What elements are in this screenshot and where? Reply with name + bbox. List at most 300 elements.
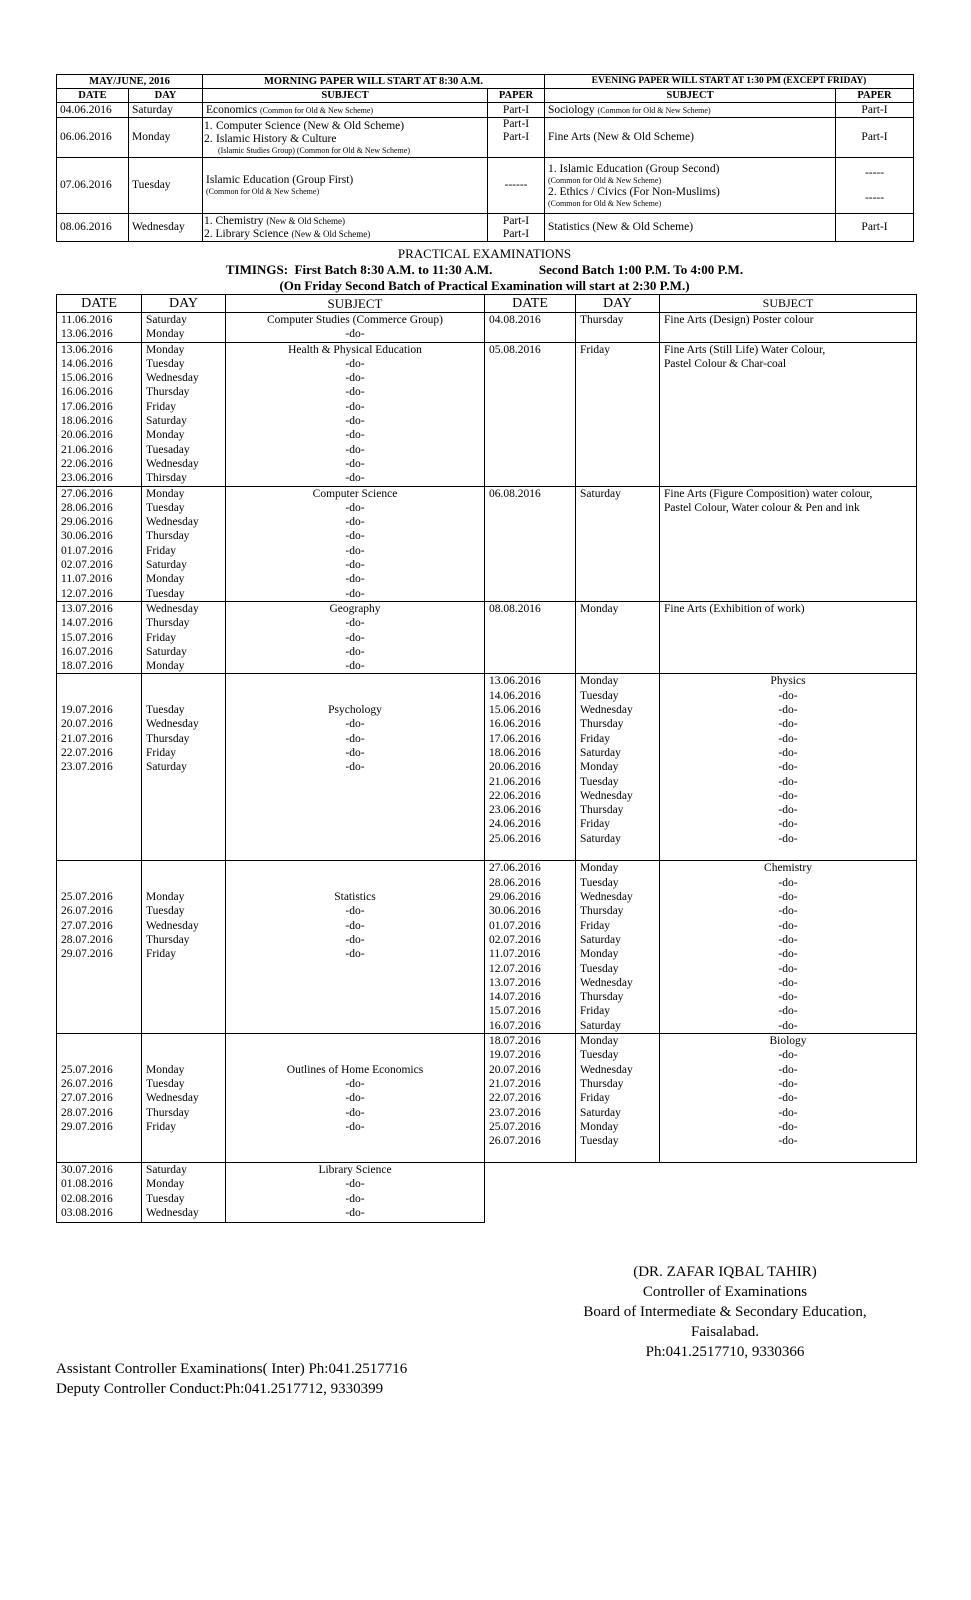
evening-start-label: EVENING PAPER WILL START AT 1:30 PM (EXCEPT FRIDAY)	[545, 75, 914, 89]
practical-subject-line: -do-	[345, 386, 365, 399]
subject-note: (New & Old Scheme)	[266, 215, 346, 226]
practical-date-line: 14.06.2016	[61, 357, 113, 370]
practical-subject-line: -do-	[345, 1106, 365, 1119]
practical-date-line: 01.07.2016	[61, 544, 113, 557]
practical-subject-line: -do-	[345, 746, 365, 759]
morning-subject	[203, 103, 488, 118]
practical-day-line: Saturday	[580, 933, 621, 946]
morning-subject	[203, 214, 488, 242]
practical-subject-line: -do-	[345, 1192, 365, 1205]
practical-subject-line: -do-	[778, 948, 798, 961]
practical-date	[485, 486, 576, 601]
practical-subject-line: -do-	[345, 357, 365, 370]
practical-date	[57, 342, 142, 486]
practical-date	[485, 1034, 576, 1163]
morning-paper: Part-I	[488, 103, 545, 118]
practical-date-line: 28.06.2016	[61, 501, 113, 514]
subject-note: (Common for Old & New Scheme)	[260, 105, 374, 115]
controller-name: (DR. ZAFAR IQBAL TAHIR)	[633, 1264, 817, 1280]
practical-date-line: 23.07.2016	[489, 1106, 541, 1119]
practical-subject	[226, 601, 485, 673]
practical-day-line: Saturday	[580, 1019, 621, 1032]
practical-day-line: Monday	[146, 1178, 185, 1191]
practical-date-line: 08.08.2016	[489, 602, 541, 615]
practical-date-line: 13.06.2016	[61, 343, 113, 356]
practical-subject	[660, 1034, 917, 1163]
practical-day	[576, 861, 660, 1034]
friday-note: (On Friday Second Batch of Practical Examination will start at 2:30 P.M.)	[279, 278, 690, 293]
practical-day-line: Thursday	[146, 530, 190, 543]
practical-day-line: Wednesday	[146, 1092, 199, 1105]
practical-subject-line: Fine Arts (Figure Composition) water colour,	[664, 487, 873, 500]
practical-date	[57, 601, 142, 673]
practical-date-line: 11.07.2016	[489, 948, 541, 961]
empty-cell	[576, 1163, 660, 1223]
deputy-controller-contact: Deputy Controller Conduct:Ph:041.2517712, 9330399	[56, 1381, 384, 1397]
col-date: DATE	[485, 295, 576, 313]
practical-day-line: Wednesday	[146, 372, 199, 385]
practical-date-line: 14.07.2016	[489, 991, 541, 1004]
practical-date-line: 05.08.2016	[489, 343, 541, 356]
practical-date	[57, 313, 142, 343]
practical-date-line: 02.08.2016	[61, 1192, 113, 1205]
practical-day-line: Saturday	[146, 314, 187, 326]
practical-date-line: 23.06.2016	[61, 472, 113, 485]
practical-day-line: Tuesday	[580, 962, 619, 975]
evening-subject	[545, 103, 836, 118]
practical-date-line: 13.06.2016	[489, 675, 541, 688]
practical-subject-line: Statistics	[334, 891, 376, 904]
practical-day-line: Thursday	[146, 933, 190, 946]
practical-day-line: Thursday	[580, 1077, 624, 1090]
col-day: DAY	[142, 295, 226, 313]
practical-day-line: Thursday	[580, 718, 624, 731]
practical-date-line: 24.06.2016	[489, 818, 541, 831]
contact-footer	[56, 1359, 407, 1399]
evening-subject: Fine Arts (New & Old Scheme)	[545, 118, 836, 158]
practical-date-line: 15.06.2016	[61, 372, 113, 385]
practical-date-line: 01.07.2016	[489, 919, 541, 932]
col-morning-paper: PAPER	[488, 89, 545, 103]
practical-body	[57, 313, 917, 1223]
practical-header-row	[57, 295, 917, 313]
practical-subject-line: -do-	[345, 544, 365, 557]
practical-subject	[660, 674, 917, 861]
practical-day	[142, 1034, 226, 1163]
practical-day-line: Saturday	[146, 415, 187, 428]
evening-paper: Part-I	[836, 118, 914, 158]
first-batch: First Batch 8:30 A.M. to 11:30 A.M.	[294, 262, 493, 277]
col-morning-subject: SUBJECT	[203, 89, 488, 103]
practical-day-line: Monday	[146, 573, 185, 586]
practical-date-line: 27.07.2016	[61, 1092, 113, 1105]
practical-subject	[660, 342, 917, 486]
paper-1: Part-I	[502, 118, 530, 130]
practical-date-line: 14.07.2016	[61, 617, 113, 630]
practical-date-line: 19.07.2016	[61, 704, 113, 717]
practical-day	[142, 1163, 226, 1223]
practical-row	[57, 1163, 917, 1223]
practical-date-line: 29.06.2016	[61, 516, 113, 529]
practical-day	[142, 342, 226, 486]
practical-date-line: 13.06.2016	[61, 328, 113, 341]
practical-date-line: 25.06.2016	[489, 832, 541, 845]
practical-subject-line: Fine Arts (Still Life) Water Colour,	[664, 343, 826, 356]
col-evening-subject: SUBJECT	[545, 89, 836, 103]
practical-subject-line: -do-	[345, 573, 365, 586]
morning-paper	[488, 118, 545, 158]
practical-day-line: Wednesday	[580, 1063, 633, 1076]
practical-subject-line: -do-	[778, 976, 798, 989]
practical-date-line: 14.06.2016	[489, 689, 541, 702]
practical-day-line: Wednesday	[580, 789, 633, 802]
practical-date-line: 15.07.2016	[61, 631, 113, 644]
practical-date	[485, 861, 576, 1034]
practical-date	[485, 342, 576, 486]
practical-date	[57, 1163, 142, 1223]
practical-subject-line: Fine Arts (Exhibition of work)	[664, 602, 805, 615]
practical-day-line: Wednesday	[146, 516, 199, 529]
practical-date-line: 18.06.2016	[61, 415, 113, 428]
practical-day	[576, 313, 660, 343]
practical-subject-line: -do-	[345, 328, 365, 341]
practical-date	[57, 486, 142, 601]
practical-subject-line: -do-	[345, 905, 365, 918]
subject-name: 2. Ethics / Civics (For Non-Muslims)	[548, 185, 720, 198]
practical-day-line: Thursday	[146, 1106, 190, 1119]
practical-date-line: 20.07.2016	[61, 718, 113, 731]
practical-date-line: 18.07.2016	[489, 1035, 541, 1048]
practical-subject-line: -do-	[778, 1092, 798, 1105]
practical-date-line: 28.06.2016	[489, 876, 541, 889]
practical-date-line: 30.07.2016	[61, 1164, 113, 1177]
practical-day	[576, 601, 660, 673]
subject-note: (Common for Old & New Scheme)	[206, 187, 320, 196]
practical-date-line: 01.08.2016	[61, 1178, 113, 1191]
item-number: 2.	[204, 132, 213, 145]
practical-subject	[660, 486, 917, 601]
practical-date-line: 19.07.2016	[489, 1049, 541, 1062]
practical-date-line: 26.07.2016	[61, 905, 113, 918]
practical-date-line: 13.07.2016	[489, 976, 541, 989]
practical-subject	[226, 861, 485, 1034]
practical-day-line: Wednesday	[146, 1206, 199, 1219]
practical-subject	[226, 486, 485, 601]
theory-day: Monday	[129, 118, 203, 158]
practical-date-line: 17.06.2016	[61, 400, 113, 413]
practical-date-line: 16.06.2016	[489, 718, 541, 731]
session-label: MAY/JUNE, 2016	[57, 75, 203, 89]
morning-start-label: MORNING PAPER WILL START AT 8:30 A.M.	[203, 75, 545, 89]
subject-note: (Common for Old & New Scheme)	[548, 198, 662, 208]
theory-caption-row	[57, 75, 914, 89]
practical-day-line: Saturday	[580, 1106, 621, 1119]
morning-subject	[203, 118, 488, 158]
controller-title: Controller of Examinations	[642, 1284, 808, 1300]
practical-subject-line: -do-	[778, 704, 798, 717]
paper-1: -----	[864, 166, 885, 179]
paper-2: Part-I	[502, 227, 530, 240]
practical-subject-line: -do-	[345, 617, 365, 630]
practical-date-line: 25.07.2016	[61, 1063, 113, 1076]
practical-day	[142, 601, 226, 673]
practical-day-line: Monday	[146, 660, 185, 673]
practical-day-line: Monday	[580, 1035, 619, 1048]
practical-day-line: Tuesday	[580, 1049, 619, 1062]
morning-paper	[488, 214, 545, 242]
practical-date-line: 21.07.2016	[489, 1077, 541, 1090]
theory-row	[57, 118, 914, 158]
practical-day-line: Friday	[580, 919, 611, 932]
practical-subject-line: Pastel Colour, Water colour & Pen and ink	[664, 501, 860, 514]
col-subject: SUBJECT	[226, 295, 485, 313]
practical-date	[485, 674, 576, 861]
practical-day	[142, 674, 226, 861]
theory-day: Saturday	[129, 103, 203, 118]
practical-row	[57, 674, 917, 861]
practical-subject-line: -do-	[345, 530, 365, 543]
practical-row	[57, 342, 917, 486]
practical-subject-line: -do-	[345, 501, 365, 514]
practical-day-line: Thursday	[146, 386, 190, 399]
morning-paper: ------	[488, 158, 545, 214]
practical-day-line: Wednesday	[146, 919, 199, 932]
practical-day-line: Tuesday	[146, 704, 185, 717]
practical-subject-line: Psychology	[328, 704, 382, 717]
practical-day-line: Saturday	[146, 559, 187, 572]
practical-subject	[660, 313, 917, 343]
practical-date-line: 22.07.2016	[61, 746, 113, 759]
subject-name: Economics	[206, 103, 258, 116]
practical-day	[576, 486, 660, 601]
practical-date-line: 15.06.2016	[489, 704, 541, 717]
theory-row	[57, 214, 914, 242]
practical-subject-line: -do-	[778, 1106, 798, 1119]
practical-subject-line: -do-	[778, 746, 798, 759]
practical-day-line: Tuesday	[580, 775, 619, 788]
subject-name: Islamic History & Culture	[216, 132, 337, 145]
practical-subject-line: -do-	[778, 1005, 798, 1018]
practical-day-line: Wednesday	[146, 457, 199, 470]
practical-day-line: Monday	[146, 328, 185, 341]
practical-day-line: Thursday	[580, 314, 624, 326]
practical-date-line: 29.07.2016	[61, 1120, 113, 1133]
practical-day-line: Saturday	[146, 1164, 187, 1177]
practical-date-line: 15.07.2016	[489, 1005, 541, 1018]
practical-subject-line: -do-	[345, 516, 365, 529]
practical-subject-line: -do-	[345, 443, 365, 456]
practical-day-line: Tuesday	[146, 501, 185, 514]
practical-date-line: 16.07.2016	[489, 1019, 541, 1032]
practical-day-line: Monday	[146, 429, 185, 442]
practical-day-line: Monday	[580, 862, 619, 875]
practical-day-line: Friday	[146, 400, 177, 413]
practical-date-line: 02.07.2016	[61, 559, 113, 572]
practical-day-line: Friday	[580, 343, 611, 356]
practical-subject-line: Fine Arts (Design) Poster colour	[664, 314, 814, 326]
practical-subject-line: -do-	[345, 718, 365, 731]
practical-day-line: Friday	[580, 818, 611, 831]
practical-date-line: 11.06.2016	[61, 314, 113, 326]
practical-date-line: 28.07.2016	[61, 933, 113, 946]
practical-subject-line: -do-	[345, 1120, 365, 1133]
practical-subject-line: -do-	[345, 1178, 365, 1191]
practical-subject-line: -do-	[345, 645, 365, 658]
practical-subject-line: -do-	[345, 933, 365, 946]
practical-day-line: Thirsday	[146, 472, 187, 485]
theory-day: Wednesday	[129, 214, 203, 242]
practical-day-line: Friday	[146, 544, 177, 557]
subject-name: Islamic Education (Group First)	[206, 174, 354, 186]
subject-name: Computer Science (New & Old Scheme)	[216, 119, 405, 132]
paper-2: -----	[864, 191, 885, 204]
practical-subject-line: -do-	[778, 1063, 798, 1076]
practical-subject-line: -do-	[345, 472, 365, 485]
practical-day-line: Monday	[580, 602, 619, 615]
practical-subject-line: Computer Studies (Commerce Group)	[267, 314, 443, 326]
practical-date-line: 21.07.2016	[61, 732, 113, 745]
practical-subject-line: -do-	[778, 1049, 798, 1062]
practical-day-line: Monday	[580, 675, 619, 688]
practical-date-line: 17.06.2016	[489, 732, 541, 745]
practical-row	[57, 313, 917, 343]
practical-subject	[660, 601, 917, 673]
practical-day-line: Tuesday	[146, 1192, 185, 1205]
practical-subject-line: Chemistry	[764, 862, 812, 875]
practical-subject-line: -do-	[345, 732, 365, 745]
practical-day-line: Friday	[146, 948, 177, 961]
practical-date-line: 26.07.2016	[489, 1135, 541, 1148]
assistant-controller-contact: Assistant Controller Examinations( Inter) Ph:041.2517716	[56, 1361, 408, 1377]
subject-name: 1. Chemistry	[204, 214, 264, 227]
practical-date-line: 22.06.2016	[61, 457, 113, 470]
practical-date-sheet-table	[56, 294, 917, 1223]
practical-subject-line: -do-	[345, 372, 365, 385]
practical-day-line: Friday	[580, 732, 611, 745]
practical-subject-line: -do-	[778, 962, 798, 975]
practical-day-line: Monday	[146, 891, 185, 904]
practical-date	[485, 313, 576, 343]
practical-day-line: Saturday	[580, 832, 621, 845]
practical-subject-line: -do-	[778, 1120, 798, 1133]
practical-subject	[226, 1163, 485, 1223]
practical-subject-line: -do-	[778, 775, 798, 788]
practical-day-line: Wednesday	[580, 891, 633, 904]
practical-subject-line: Computer Science	[312, 487, 398, 500]
practical-subject-line: -do-	[778, 1077, 798, 1090]
practical-subject-line: -do-	[778, 732, 798, 745]
paper-1: Part-I	[502, 214, 530, 227]
practical-date-line: 11.07.2016	[61, 573, 113, 586]
practical-date-line: 16.06.2016	[61, 386, 113, 399]
empty-cell	[485, 1163, 576, 1223]
practical-day	[576, 1034, 660, 1163]
practical-date-line: 16.07.2016	[61, 645, 113, 658]
practical-subject-line: -do-	[345, 919, 365, 932]
practical-date-line: 23.06.2016	[489, 804, 541, 817]
practical-date-line: 12.07.2016	[61, 587, 113, 600]
practical-subject-line: -do-	[345, 948, 365, 961]
evening-subject	[545, 158, 836, 214]
theory-date: 08.06.2016	[57, 214, 129, 242]
practical-subject-line: -do-	[345, 1092, 365, 1105]
practical-date	[57, 1034, 142, 1163]
practical-date-line: 12.07.2016	[489, 962, 541, 975]
practical-row	[57, 1034, 917, 1163]
subject-note: (Common for Old & New Scheme)	[597, 105, 711, 115]
theory-date: 04.06.2016	[57, 103, 129, 118]
practical-subject	[226, 1034, 485, 1163]
practical-subject-line: -do-	[778, 905, 798, 918]
practical-subject	[660, 861, 917, 1034]
practical-date	[57, 674, 142, 861]
practical-date-line: 18.07.2016	[61, 660, 113, 673]
practical-day-line: Tuesday	[580, 1135, 619, 1148]
practical-date-line: 04.08.2016	[489, 314, 541, 326]
practical-subject-line: Pastel Colour & Char-coal	[664, 357, 787, 370]
col-date: DATE	[57, 295, 142, 313]
practical-date-line: 23.07.2016	[61, 761, 113, 774]
theory-row	[57, 158, 914, 214]
practical-day-line: Saturday	[580, 746, 621, 759]
col-day: DAY	[129, 89, 203, 103]
board-city: Faisalabad.	[691, 1324, 759, 1340]
practical-subject-line: -do-	[345, 559, 365, 572]
practical-day-line: Friday	[146, 746, 177, 759]
practical-day-line: Thursday	[580, 991, 624, 1004]
theory-day: Tuesday	[129, 158, 203, 214]
practical-day-line: Wednesday	[146, 718, 199, 731]
practical-subject-line: -do-	[778, 789, 798, 802]
practical-day-line: Saturday	[146, 645, 187, 658]
col-day: DAY	[576, 295, 660, 313]
practical-date-line: 29.06.2016	[489, 891, 541, 904]
practical-subject-line: -do-	[778, 804, 798, 817]
evening-paper	[836, 158, 914, 214]
practical-subject-line: Geography	[329, 602, 381, 615]
practical-day-line: Friday	[146, 631, 177, 644]
practical-subject-line: -do-	[778, 718, 798, 731]
practical-date-line: 21.06.2016	[489, 775, 541, 788]
practical-date-line: 18.06.2016	[489, 746, 541, 759]
practical-subject-line: -do-	[778, 761, 798, 774]
practical-date-line: 22.06.2016	[489, 789, 541, 802]
practical-subject-line: -do-	[345, 1077, 365, 1090]
practical-subject-line: -do-	[345, 415, 365, 428]
practical-subject	[226, 313, 485, 343]
practical-day	[142, 861, 226, 1034]
practical-day-line: Tuesday	[146, 357, 185, 370]
practical-subject-line: -do-	[345, 631, 365, 644]
practical-subject-line: -do-	[778, 876, 798, 889]
practical-day-line: Tuesaday	[146, 443, 190, 456]
practical-date-line: 30.06.2016	[61, 530, 113, 543]
practical-row	[57, 486, 917, 601]
practical-subject-line: -do-	[345, 1206, 365, 1219]
practical-subject-line: -do-	[778, 1135, 798, 1148]
practical-date-line: 25.07.2016	[61, 891, 113, 904]
practical-subject-line: -do-	[778, 832, 798, 845]
practical-day-line: Tuesday	[146, 587, 185, 600]
theory-date-sheet-table	[56, 74, 914, 242]
practical-subject-line: -do-	[345, 587, 365, 600]
practical-date-line: 27.07.2016	[61, 919, 113, 932]
board-name: Board of Intermediate & Secondary Education,	[583, 1304, 867, 1320]
paper-2: Part-I	[502, 131, 530, 143]
evening-paper: Part-I	[836, 214, 914, 242]
practical-title: PRACTICAL EXAMINATIONS	[397, 246, 572, 261]
practical-subject-line: Biology	[769, 1035, 807, 1048]
